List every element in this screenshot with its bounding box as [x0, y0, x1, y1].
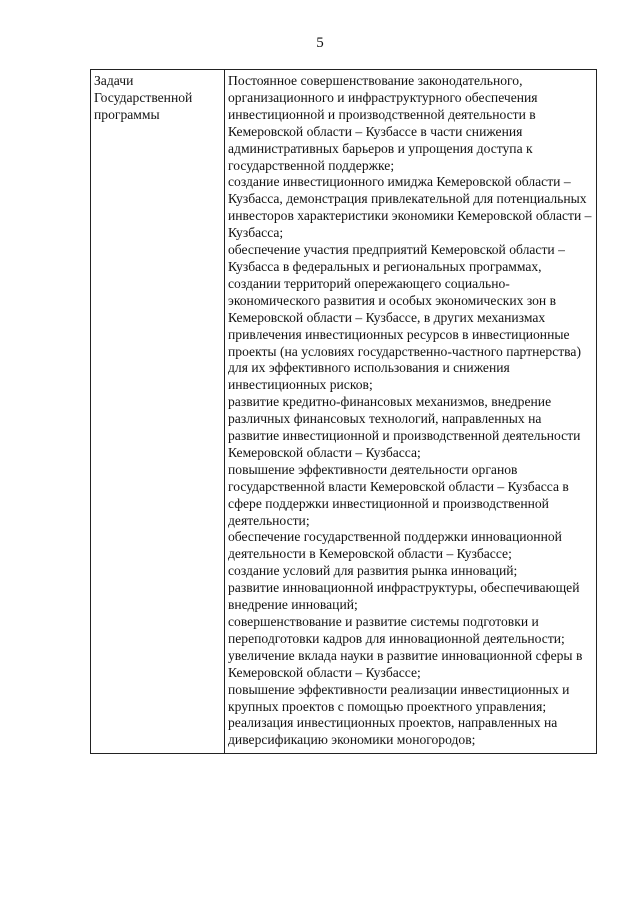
task-item: повышение эффективности реализации инвестиционных и крупных проектов с помощью проектного управления; [228, 681, 570, 714]
row-label-cell [91, 70, 225, 754]
row-label-line: Государственной [94, 89, 193, 105]
task-item: развитие инновационной инфраструктуры, обеспечивающей внедрение инноваций; [228, 580, 580, 613]
task-item: обеспечение участия предприятий Кемеровской области – Кузбасса в федеральных и региональных программах, создании территорий опережающего социально-экономического развития и особых экономических зон в Кемеровской области – Кузбассе, в других механизмах привлечения инвестиционных ресурсов в инвестиционные проекты (на условиях государственно-частного партнерства) для их эффективного использования и снижения инвестиционных рисков; [228, 242, 581, 393]
row-label-line: Задачи [94, 73, 134, 88]
task-item: повышение эффективности деятельности органов государственной власти Кемеровской области – Кузбасса в сфере поддержки инвестиционной и производственной деятельности; [228, 461, 569, 528]
task-item: создание инвестиционного имиджа Кемеровской области – Кузбасса, демонстрация привлекательной для потенциальных инвесторов характеристики экономики Кемеровской области – Кузбасса; [228, 174, 592, 241]
task-item: увеличение вклада науки в развитие инновационной сферы в Кемеровской области – Кузбассе; [228, 647, 583, 680]
table-row [91, 70, 597, 754]
row-label-line: программы [94, 106, 160, 122]
task-item: Постоянное совершенствование законодательного, организационного и инфраструктурного обеспечения инвестиционной и производственной деятельности в Кемеровской области – Кузбассе в части снижения административных барьеров и упрощения доступа к государственной поддержке; [228, 73, 538, 173]
tasks-cell [225, 70, 597, 754]
task-item: совершенствование и развитие системы подготовки и переподготовки кадров для инновационной деятельности; [228, 614, 565, 646]
task-item: реализация инвестиционных проектов, направленных на диверсификацию экономики моногородов; [228, 715, 558, 748]
page-number: 5 [316, 35, 324, 51]
task-item: развитие кредитно-финансовых механизмов, внедрение различных финансовых технологий, направленных на развитие инвестиционной и производственной деятельности Кемеровской области – Кузбасса; [228, 394, 581, 460]
task-item: обеспечение государственной поддержки инновационной деятельности в Кемеровской области – Кузбассе; [228, 529, 562, 562]
task-item: создание условий для развития рынка инноваций; [228, 563, 518, 579]
program-table [90, 69, 597, 754]
